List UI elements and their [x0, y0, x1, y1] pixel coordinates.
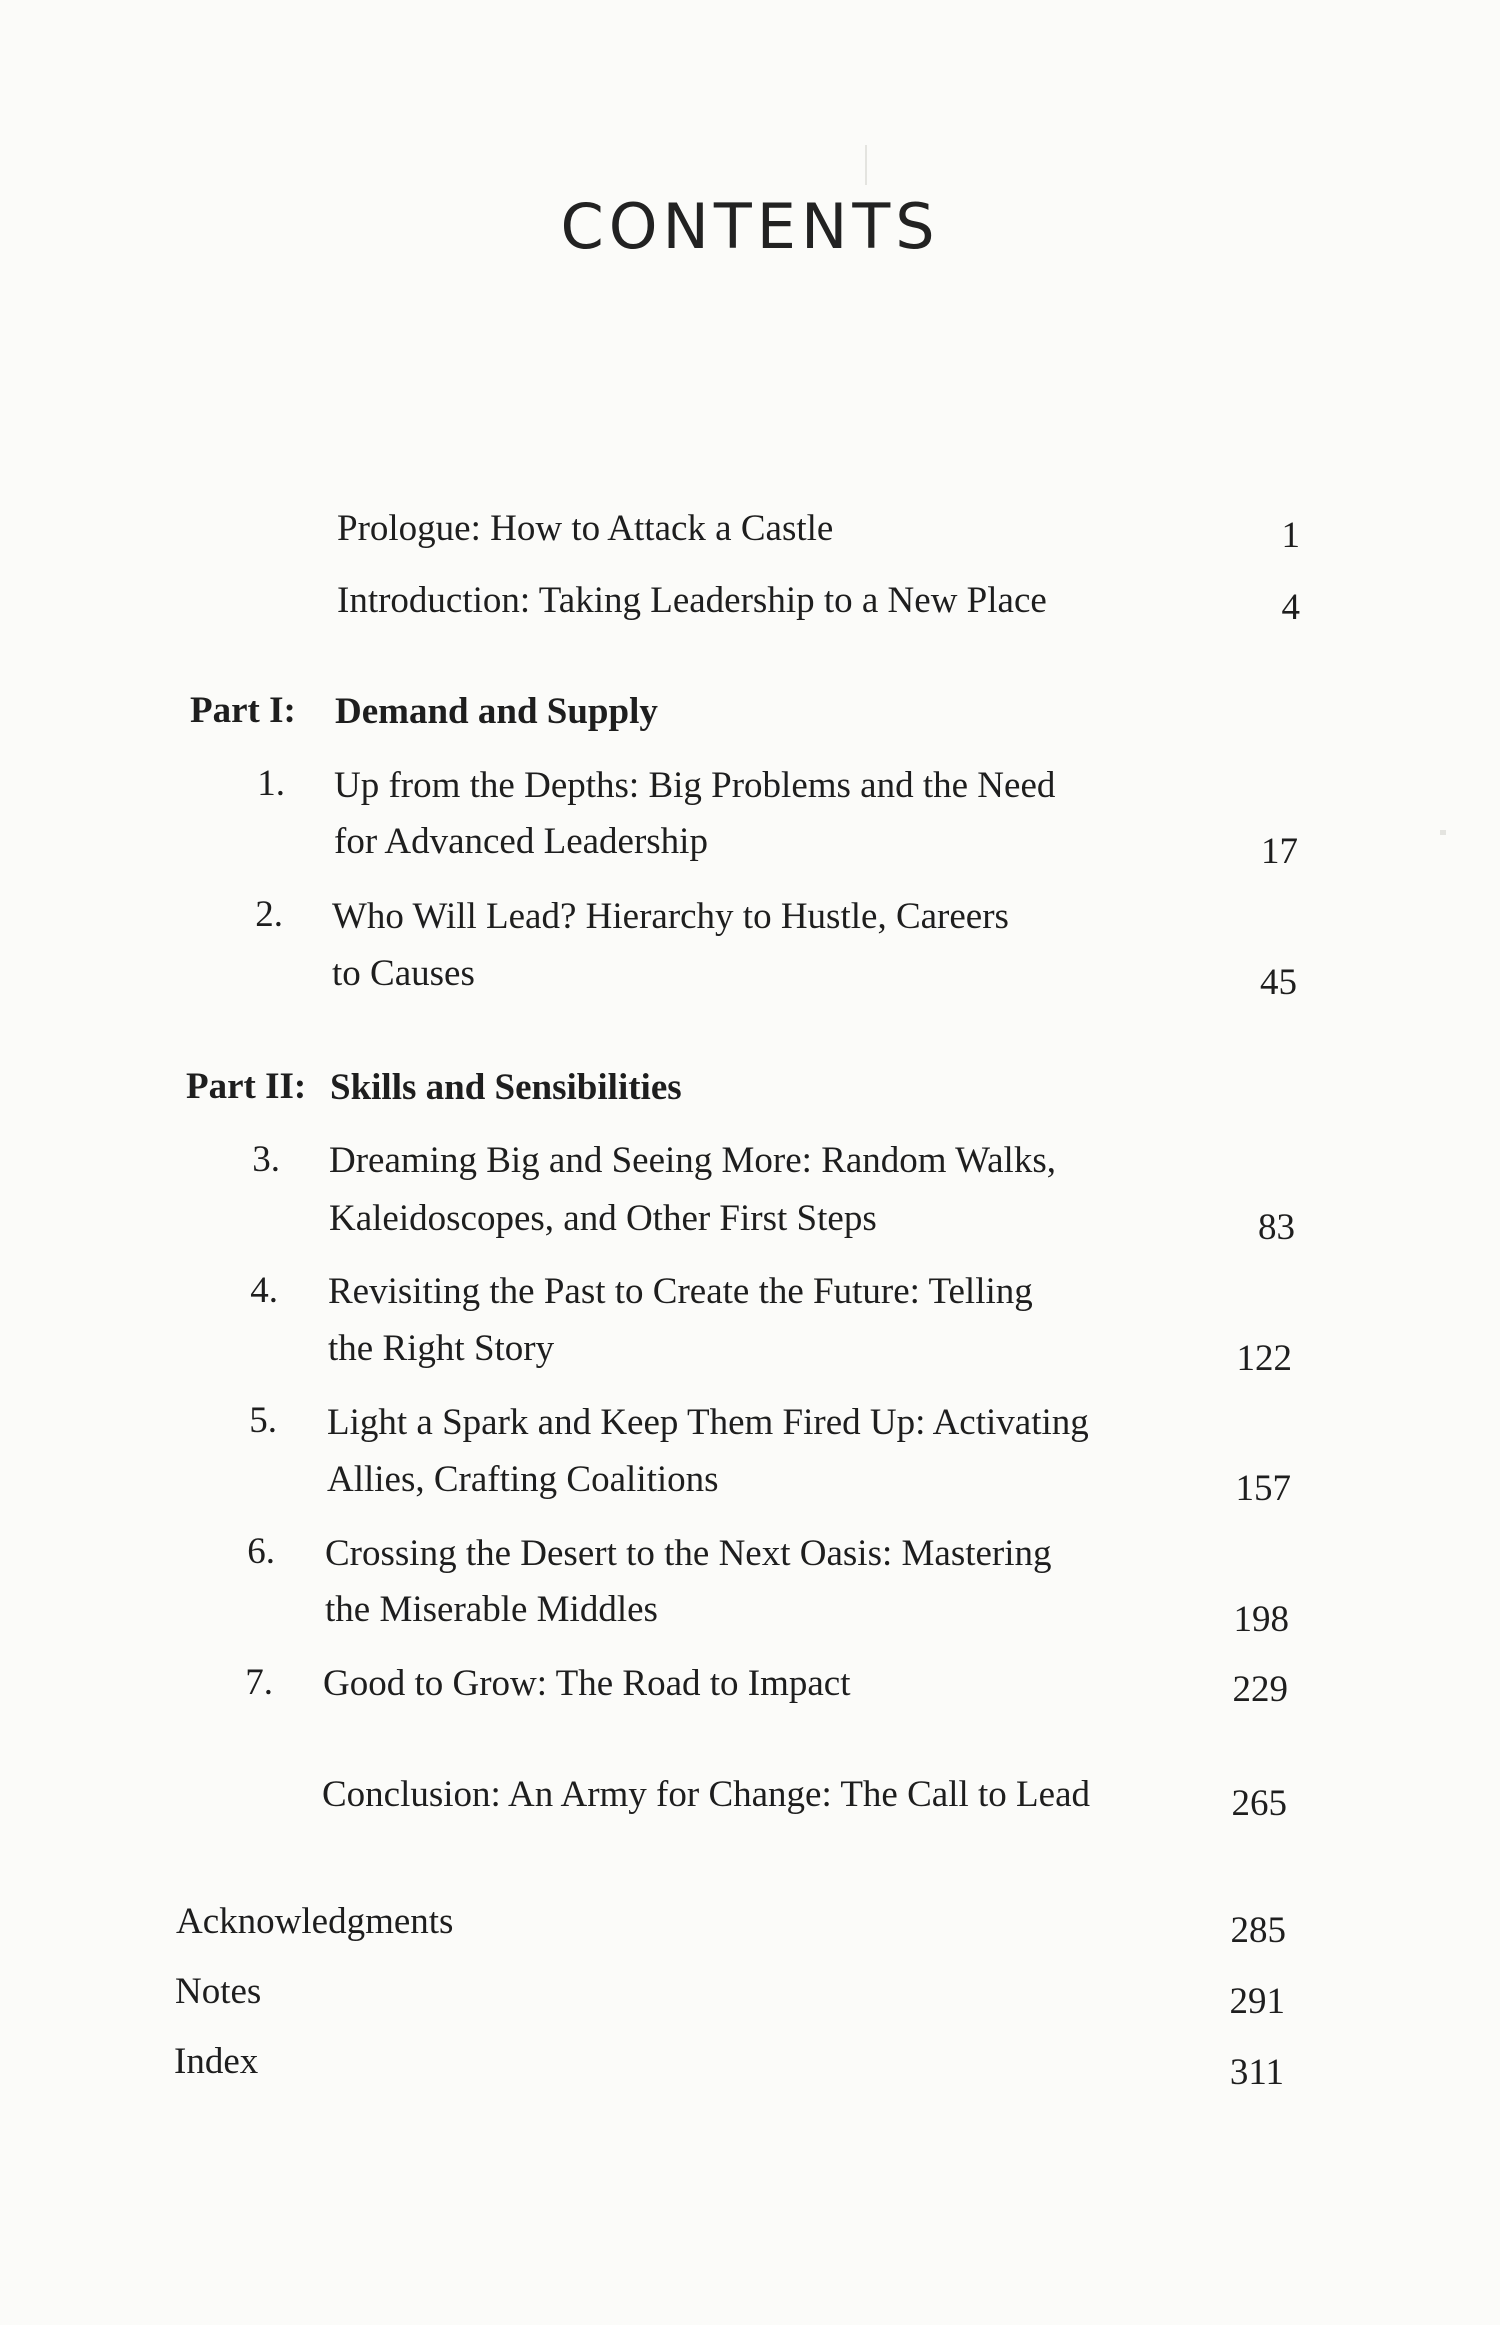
part-title: Skills and Sensibilities — [330, 1067, 682, 1108]
part-label: Part II: — [186, 1066, 307, 1107]
scan-edge-mark — [1440, 830, 1446, 835]
part-label: Part I: — [190, 690, 296, 731]
chapter-number: 5. — [249, 1400, 277, 1441]
toc-entry-index: Index — [174, 2041, 259, 2082]
toc-entry-conclusion: Conclusion: An Army for Change: The Call to Lead — [322, 1774, 1090, 1815]
chapter-title-line: Up from the Depths: Big Problems and the Need — [334, 765, 1056, 806]
toc-page-introduction: 4 — [1281, 587, 1300, 628]
chapter-title-line: Good to Grow: The Road to Impact — [323, 1663, 851, 1704]
chapter-title-line: Allies, Crafting Coalitions — [327, 1459, 719, 1500]
chapter-title-line: for Advanced Leadership — [334, 821, 708, 862]
chapter-page: 122 — [1236, 1338, 1292, 1379]
chapter-title-line: Who Will Lead? Hierarchy to Hustle, Careers — [332, 896, 1009, 937]
chapter-number: 4. — [250, 1270, 278, 1311]
toc-entry-acknowledgments: Acknowledgments — [176, 1901, 454, 1942]
chapter-page: 17 — [1261, 831, 1298, 872]
chapter-page: 83 — [1258, 1207, 1295, 1248]
scan-fold-mark — [865, 145, 867, 185]
chapter-title-line: the Miserable Middles — [325, 1589, 658, 1630]
chapter-title-line: Dreaming Big and Seeing More: Random Walks, — [329, 1140, 1056, 1181]
chapter-number: 7. — [245, 1662, 273, 1703]
chapter-number: 3. — [252, 1139, 280, 1180]
toc-page-acknowledgments: 285 — [1230, 1910, 1286, 1951]
chapter-page: 229 — [1232, 1669, 1288, 1710]
chapter-title-line: Kaleidoscopes, and Other First Steps — [329, 1198, 877, 1239]
chapter-title-line: the Right Story — [328, 1328, 555, 1369]
chapter-number: 6. — [247, 1531, 275, 1572]
chapter-title-line: to Causes — [332, 953, 475, 994]
chapter-number: 1. — [257, 763, 285, 804]
toc-entry-prologue: Prologue: How to Attack a Castle — [337, 508, 834, 549]
chapter-title-line: Revisiting the Past to Create the Future: Telling — [328, 1271, 1033, 1312]
toc-entry-notes: Notes — [175, 1971, 262, 2012]
chapter-page: 157 — [1235, 1468, 1291, 1509]
toc-page-index: 311 — [1229, 2052, 1284, 2093]
toc-page-notes: 291 — [1229, 1981, 1285, 2022]
part-title: Demand and Supply — [335, 691, 658, 732]
toc-page-prologue: 1 — [1281, 515, 1300, 556]
chapter-page: 45 — [1260, 962, 1297, 1003]
chapter-page: 198 — [1233, 1599, 1289, 1640]
toc-entry-introduction: Introduction: Taking Leadership to a New Place — [337, 580, 1047, 621]
chapter-title-line: Light a Spark and Keep Them Fired Up: Activating — [327, 1402, 1089, 1443]
chapter-title-line: Crossing the Desert to the Next Oasis: Mastering — [325, 1533, 1052, 1574]
toc-page-conclusion: 265 — [1231, 1783, 1287, 1824]
page-title: CONTENTS — [560, 190, 940, 263]
chapter-number: 2. — [255, 894, 283, 935]
